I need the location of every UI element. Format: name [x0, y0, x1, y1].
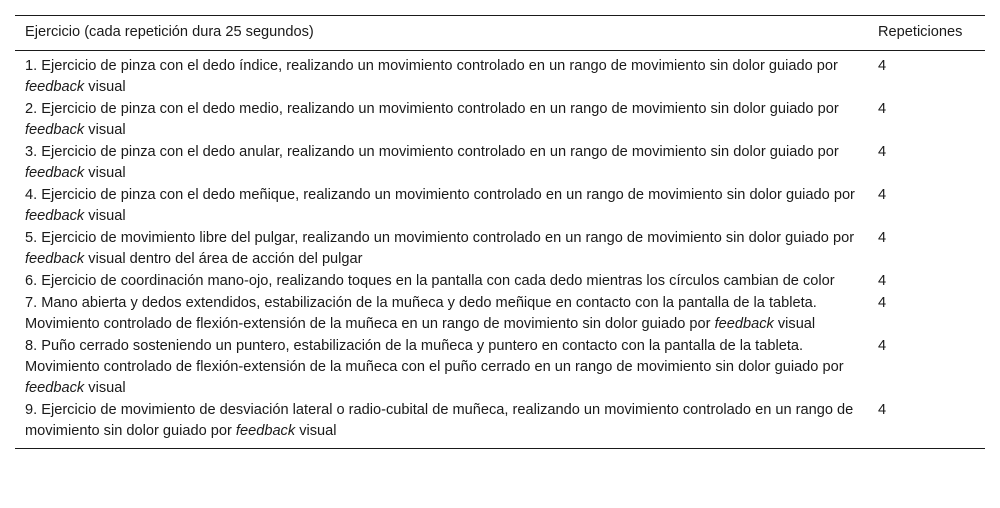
exercise-text: 6. Ejercicio de coordinación mano-ojo, realizando toques en la pantalla con cada dedo mientras los círculos cambian de color — [25, 273, 835, 289]
exercise-text-italic: feedback — [235, 423, 296, 439]
exercise-text: 2. Ejercicio de pinza con el dedo medio, realizando un movimiento controlado en un rango de movimiento sin dolor guiado por — [25, 101, 839, 117]
table-row — [15, 336, 985, 400]
repetitions-cell: 4 — [878, 338, 887, 354]
exercise-text-italic: feedback — [25, 79, 85, 95]
exercise-text-end: visual — [84, 208, 126, 224]
exercise-text-italic: feedback — [25, 380, 85, 396]
repetitions-cell: 4 — [878, 187, 887, 203]
exercise-text-end: visual — [84, 79, 126, 95]
header-repetitions: Repeticiones — [878, 24, 963, 40]
table-row — [15, 228, 985, 271]
table-row — [15, 51, 985, 100]
exercise-cell — [15, 400, 868, 449]
exercise-text-end: visual — [773, 316, 816, 332]
repetitions-cell: 4 — [878, 101, 887, 117]
exercise-table — [15, 15, 985, 449]
exercise-text: 3. Ejercicio de pinza con el dedo anular, realizando un movimiento controlado en un rango de movimiento sin dolor guiado por — [25, 144, 839, 160]
exercise-text-end: visual — [84, 165, 126, 181]
repetitions-cell: 4 — [878, 402, 887, 418]
exercise-cell — [15, 99, 868, 142]
table-row — [15, 185, 985, 228]
exercise-text: 8. Puño cerrado sosteniendo un puntero, estabilización de la muñeca y puntero en contacto con la pantalla de la tableta. Movimiento controlado de flexión-extensión de la muñeca con el puño cerrado en un rango de movimiento sin dolor guiado por — [25, 338, 844, 375]
exercise-cell — [15, 228, 868, 271]
exercise-text-italic: feedback — [25, 165, 85, 181]
repetitions-cell: 4 — [878, 273, 887, 289]
exercise-text: 9. Ejercicio de movimiento de desviación lateral o radio-cubital de muñeca, realizando un movimiento controlado en un rango de movimiento sin dolor guiado por — [25, 402, 854, 439]
header-exercise: Ejercicio (cada repetición dura 25 segundos) — [25, 24, 314, 40]
header-row — [15, 16, 985, 51]
repetitions-cell: 4 — [878, 230, 887, 246]
exercise-text: 5. Ejercicio de movimiento libre del pulgar, realizando un movimiento controlado en un rango de movimiento sin dolor guiado por — [25, 230, 855, 246]
exercise-text-italic: feedback — [25, 251, 85, 267]
exercise-cell — [15, 336, 868, 400]
table-row — [15, 293, 985, 336]
exercise-cell — [15, 185, 868, 228]
repetitions-cell: 4 — [878, 295, 887, 311]
table-header — [15, 16, 985, 51]
repetitions-cell: 4 — [878, 144, 887, 160]
exercise-text-italic: feedback — [25, 208, 85, 224]
exercise-text-end: visual — [295, 423, 337, 439]
exercise-cell — [15, 51, 868, 100]
table-row — [15, 400, 985, 449]
exercise-text: 4. Ejercicio de pinza con el dedo meñique, realizando un movimiento controlado en un rango de movimiento sin dolor guiado por — [25, 187, 855, 203]
repetitions-cell: 4 — [878, 58, 887, 74]
exercise-text-end: visual — [84, 380, 126, 396]
table-row — [15, 99, 985, 142]
exercise-cell — [15, 271, 868, 293]
exercise-text-end: visual dentro del área de acción del pulgar — [84, 251, 363, 267]
exercise-cell — [15, 142, 868, 185]
table-row — [15, 271, 985, 293]
exercise-text-italic: feedback — [25, 122, 85, 138]
exercise-cell — [15, 293, 868, 336]
table-row — [15, 142, 985, 185]
table-body — [15, 51, 985, 449]
exercise-table-container — [15, 15, 985, 449]
exercise-text-italic: feedback — [714, 316, 774, 332]
exercise-text: 1. Ejercicio de pinza con el dedo índice, realizando un movimiento controlado en un rango de movimiento sin dolor guiado por — [25, 58, 838, 74]
exercise-text-end: visual — [84, 122, 126, 138]
exercise-text: 7. Mano abierta y dedos extendidos, estabilización de la muñeca y dedo meñique en contacto con la pantalla de la tableta. Movimiento controlado de flexión-extensión de la muñeca en un rango de movimiento sin dolor guiado por — [25, 295, 817, 332]
